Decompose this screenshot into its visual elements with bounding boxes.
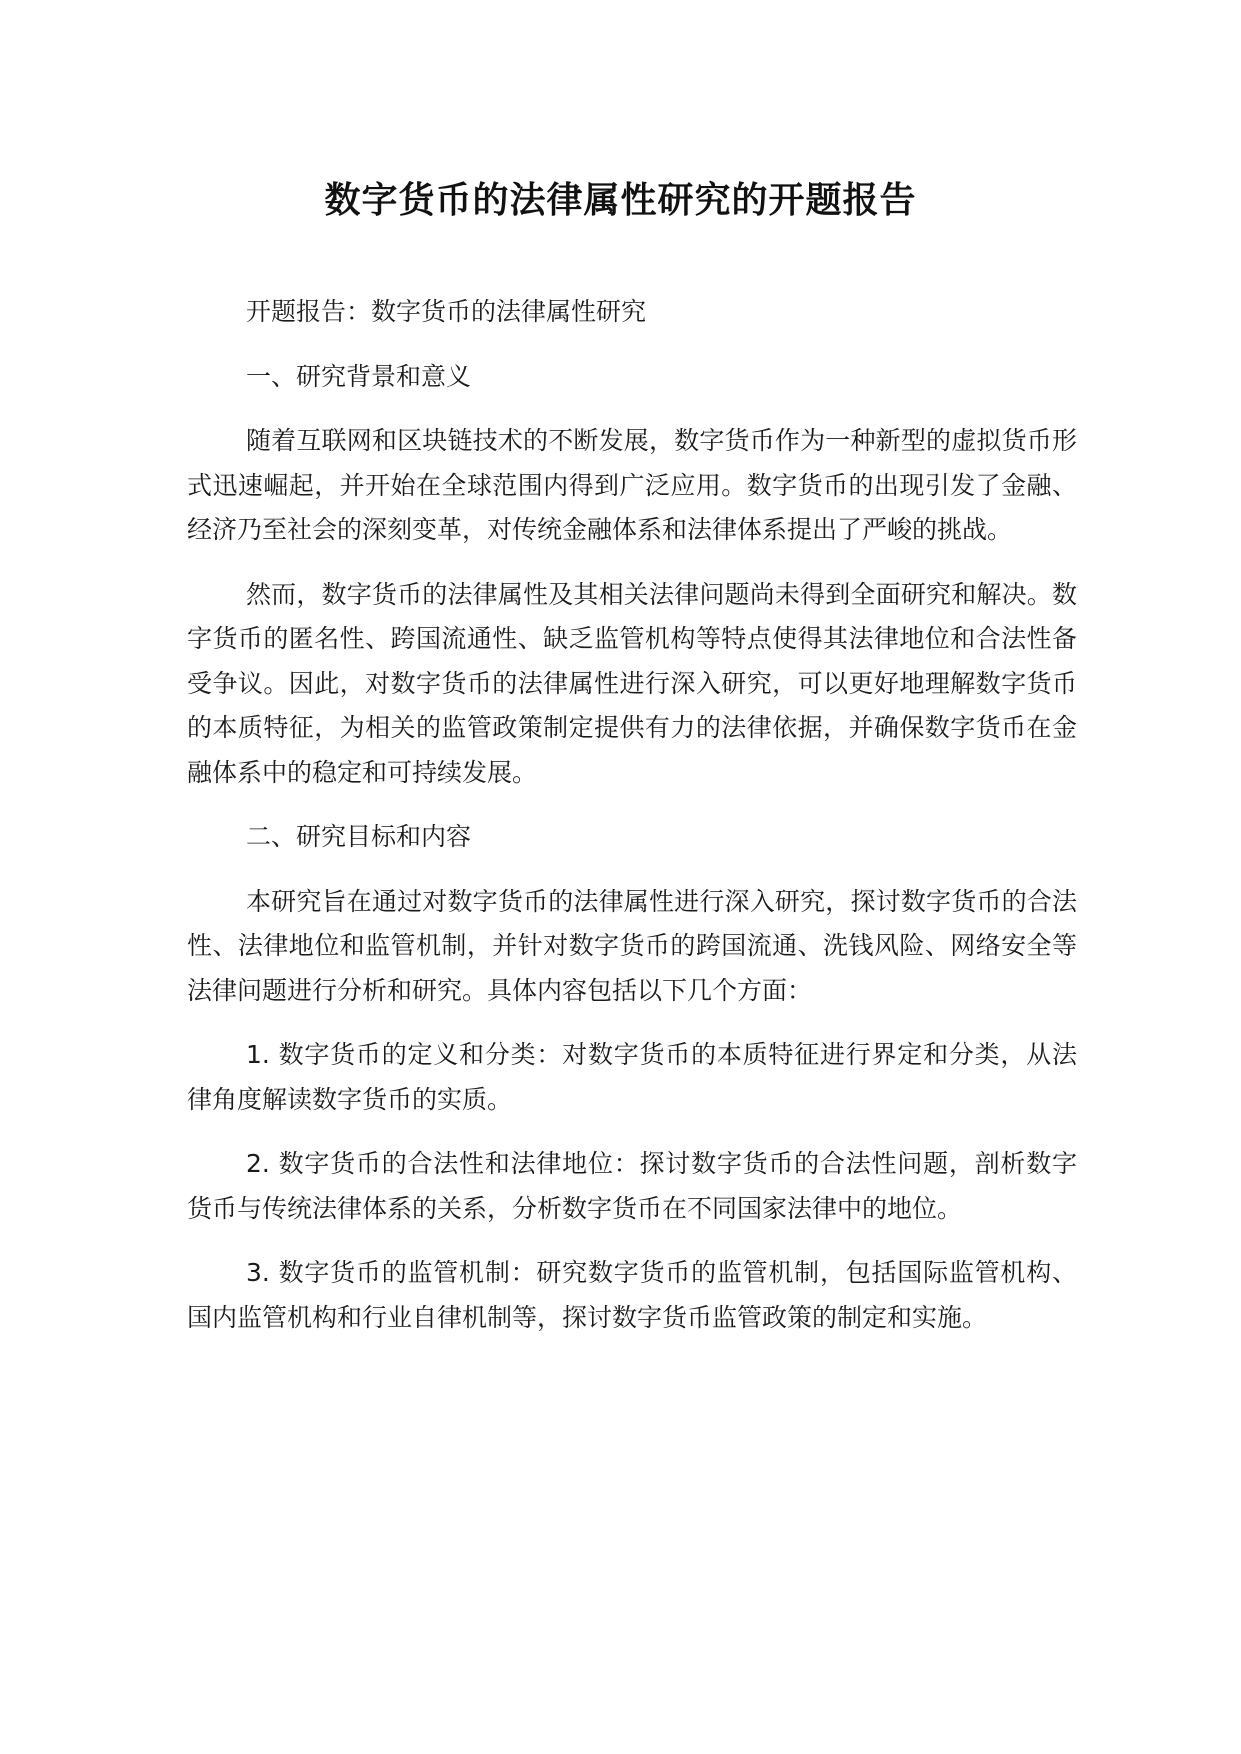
paragraph-goals: 本研究旨在通过对数字货币的法律属性进行深入研究，探讨数字货币的合法性、法律地位和监管机制，并针对数字货币的跨国流通、洗钱风险、网络安全等法律问题进行分析和研究。具体内容包括以下几个方面： bbox=[187, 886, 1077, 1005]
document-body bbox=[187, 290, 1077, 1360]
paragraph-background-2: 然而，数字货币的法律属性及其相关法律问题尚未得到全面研究和解决。数字货币的匿名性、跨国流通性、缺乏监管机构等特点使得其法律地位和合法性备受争议。因此，对数字货币的法律属性进行深入研究，可以更好地理解数字货币的本质特征，为相关的监管政策制定提供有力的法律依据，并确保数字货币在金融体系中的稳定和可持续发展。 bbox=[187, 579, 1077, 787]
list-item-3: 3. 数字货币的监管机制：研究数字货币的监管机制，包括国际监管机构、国内监管机构和行业自律机制等，探讨数字货币监管政策的制定和实施。 bbox=[187, 1258, 1077, 1332]
document-title: 数字货币的法律属性研究的开题报告 bbox=[324, 180, 917, 221]
section-heading-goals: 二、研究目标和内容 bbox=[246, 822, 472, 851]
section-heading-background: 一、研究背景和意义 bbox=[246, 361, 472, 391]
list-item-2: 2. 数字货币的合法性和法律地位：探讨数字货币的合法性问题，剖析数字货币与传统法律体系的关系，分析数字货币在不同国家法律中的地位。 bbox=[187, 1149, 1077, 1223]
paragraph-intro: 开题报告：数字货币的法律属性研究 bbox=[246, 297, 647, 326]
paragraph-background-1: 随着互联网和区块链技术的不断发展，数字货币作为一种新型的虚拟货币形式迅速崛起，并开始在全球范围内得到广泛应用。数字货币的出现引发了金融、经济乃至社会的深刻变革，对传统金融体系和法律体系提出了严峻的挑战。 bbox=[187, 426, 1077, 544]
list-item-1: 1. 数字货币的定义和分类：对数字货币的本质特征进行界定和分类，从法律角度解读数字货币的实质。 bbox=[187, 1040, 1077, 1114]
